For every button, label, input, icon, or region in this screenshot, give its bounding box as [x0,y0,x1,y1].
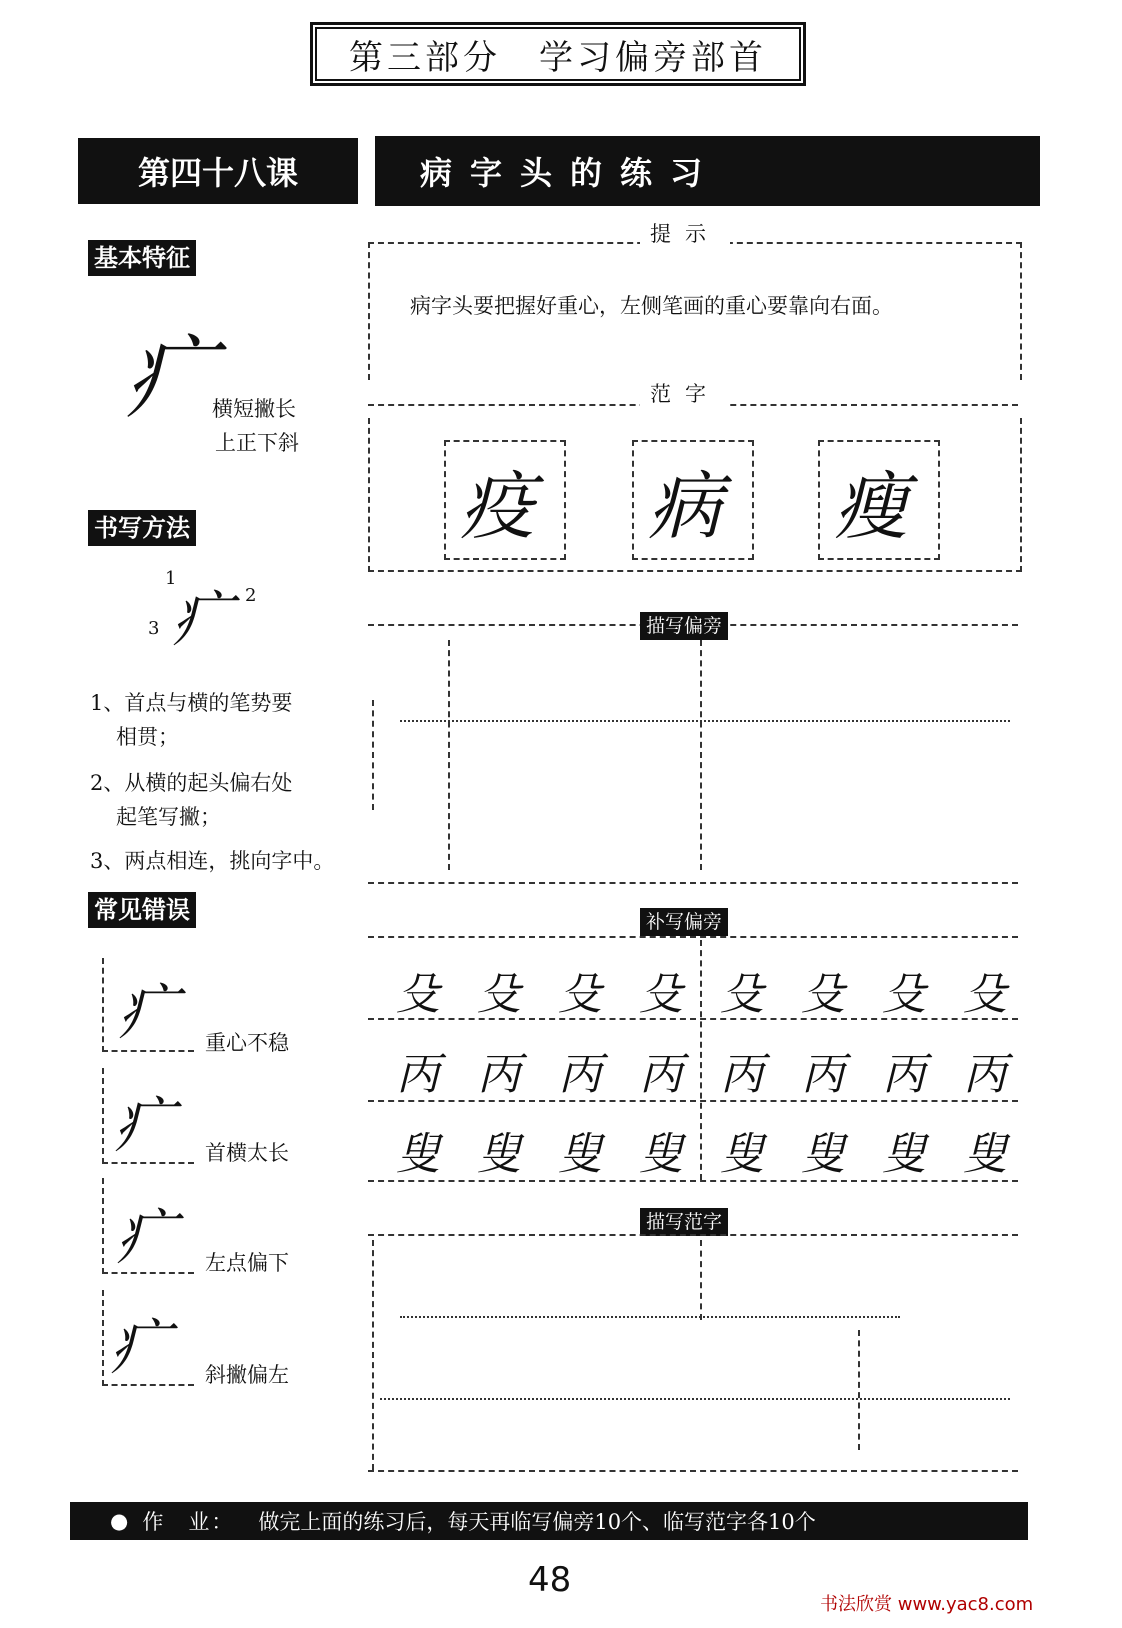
method-tag: 书写方法 [88,510,196,546]
trace-radical-vline-1 [448,640,450,870]
homework-label: 作 业： [142,1510,235,1534]
radical-sample: 疒 [125,326,215,431]
trace-radical-midline [400,720,1010,722]
complete-row-line-2 [368,1100,1018,1102]
trace-sample-midline-1 [400,1316,900,1318]
error-label-2: 首横太长 [205,1141,289,1165]
error-glyph-1: 疒 [118,978,178,1048]
complete-char: 殳 [801,969,845,1020]
step-1b: 相贯； [116,725,179,749]
lesson-number: 第四十八课 [78,138,358,204]
features-tag: 基本特征 [88,240,196,276]
complete-char: 殳 [558,969,602,1020]
complete-char: 叟 [639,1129,683,1180]
trace-sample-bottom-line [368,1470,1018,1472]
complete-char: 丙 [963,1049,1007,1100]
complete-char: 殳 [882,969,926,1020]
homework-bar [70,1502,1028,1540]
complete-char: 叟 [720,1129,764,1180]
complete-char: 叟 [558,1129,602,1180]
error-glyph-2: 疒 [114,1091,174,1161]
complete-char: 丙 [801,1049,845,1100]
step-2b: 起笔写撇； [116,805,221,829]
stroke-order-radical: 疒 [172,585,232,655]
trace-sample-vline-3 [858,1330,860,1450]
watermark: 书法欣赏 www.yac8.com [820,1594,1034,1615]
sample-label: 范字 [640,378,730,408]
trace-sample-vline-2 [700,1240,702,1320]
sample-char-2: 病 [648,464,722,550]
complete-char: 殳 [720,969,764,1020]
complete-char: 丙 [396,1049,440,1100]
stroke-number-1: 1 [165,568,177,589]
error-label-3: 左点偏下 [205,1251,289,1275]
error-glyph-3: 疒 [116,1203,176,1273]
trace-radical-vline-3 [372,700,374,810]
complete-char: 丙 [882,1049,926,1100]
features-line-2: 上正下斜 [215,431,299,455]
homework-text: 做完上面的练习后，每天再临写偏旁10个、临写范字各10个 [258,1510,816,1534]
trace-sample-vline-1 [372,1240,374,1470]
features-line-1: 横短撇长 [212,397,296,421]
error-glyph-4: 疒 [110,1313,170,1383]
trace-radical-label: 描写偏旁 [640,612,728,640]
stroke-number-3: 3 [148,618,160,639]
complete-char: 叟 [882,1129,926,1180]
tip-label: 提示 [640,218,730,248]
complete-vline-mid [700,940,702,1180]
complete-char: 叟 [963,1129,1007,1180]
complete-char: 丙 [639,1049,683,1100]
trace-radical-bottom-line [368,882,1018,884]
complete-char: 丙 [720,1049,764,1100]
complete-char: 殳 [396,969,440,1020]
errors-tag: 常见错误 [88,892,196,928]
complete-label: 补写偏旁 [640,908,728,936]
trace-sample-label: 描写范字 [640,1208,728,1236]
complete-row-line-1 [368,1018,1018,1020]
sample-char-3: 瘦 [834,464,908,550]
complete-char: 叟 [801,1129,845,1180]
trace-sample-top-line [368,1234,1018,1236]
tip-text: 病字头要把握好重心，左侧笔画的重心要靠向右面。 [410,294,893,318]
lesson-title: 病字头的练习 [375,136,1040,206]
part-title: 第三部分 学习偏旁部首 [310,22,806,86]
error-label-4: 斜撇偏左 [205,1363,289,1387]
page-number: 48 [528,1560,572,1600]
step-3: 3、两点相连，挑向字中。 [90,849,335,873]
complete-char: 叟 [396,1129,440,1180]
step-2a: 2、从横的起头偏右处 [90,771,293,795]
complete-char: 丙 [477,1049,521,1100]
complete-bottom-line [368,1180,1018,1182]
complete-char: 殳 [639,969,683,1020]
stroke-number-2: 2 [245,585,257,606]
sample-char-1: 疫 [460,464,534,550]
bullet-icon: ● [110,1509,129,1533]
error-label-1: 重心不稳 [205,1031,289,1055]
complete-char: 丙 [558,1049,602,1100]
complete-top-line [368,936,1018,938]
step-1a: 1、首点与横的笔势要 [90,691,293,715]
complete-char: 殳 [477,969,521,1020]
complete-char: 叟 [477,1129,521,1180]
trace-sample-midline-2 [380,1398,1010,1400]
trace-radical-vline-2 [700,640,702,870]
complete-char: 殳 [963,969,1007,1020]
